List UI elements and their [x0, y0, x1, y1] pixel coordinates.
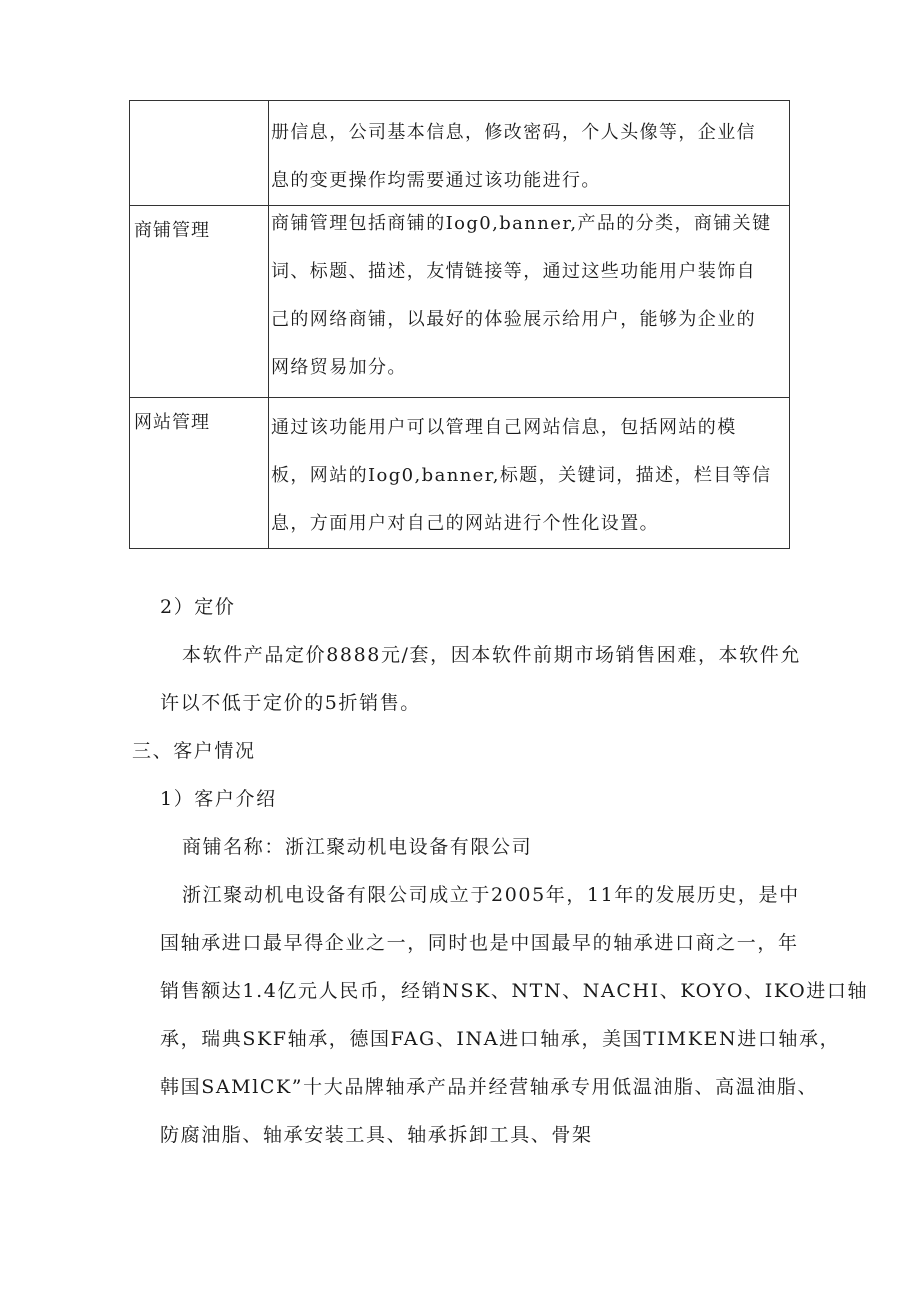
section-heading: 三、客户情况 — [132, 740, 256, 762]
customer-paragraph-line: 国轴承进口最早得企业之一，同时也是中国最早的轴承进口商之一，年 — [160, 932, 799, 954]
feature-table — [129, 100, 790, 549]
feature-name: 商铺管理 — [134, 220, 210, 241]
pricing-heading: 2）定价 — [160, 596, 236, 618]
feature-name-cell — [130, 398, 269, 549]
description-line: 息的变更操作均需要通过该功能进行。 — [271, 170, 601, 191]
description-line: 词、标题、描述，友情链接等，通过这些功能用户装饰自 — [271, 261, 756, 282]
feature-name: 网站管理 — [134, 412, 210, 433]
sub-heading: 1）客户介绍 — [160, 788, 277, 810]
description-line: 网络贸易加分。 — [271, 357, 407, 378]
customer-paragraph-line: 销售额达1.4亿元人民币，经销NSK、NTN、NACHI、KOYO、IKO进口轴 — [160, 980, 869, 1002]
pricing-paragraph-line: 许以不低于定价的5折销售。 — [160, 692, 421, 714]
feature-name-cell — [130, 101, 269, 206]
shop-name-line: 商铺名称：浙江聚动机电设备有限公司 — [182, 836, 533, 858]
description-line: 息，方面用户对自己的网站进行个性化设置。 — [271, 513, 659, 534]
table-row — [130, 101, 790, 206]
feature-description-cell — [269, 206, 790, 398]
table-row — [130, 206, 790, 398]
feature-description-cell — [269, 398, 790, 549]
description-line: 己的网络商铺，以最好的体验展示给用户，能够为企业的 — [271, 309, 756, 330]
description-line: 板，网站的Iog0,banner,标题，关键词，描述，栏目等信 — [271, 465, 772, 486]
customer-paragraph-line: 浙江聚动机电设备有限公司成立于2005年，11年的发展历史，是中 — [182, 884, 800, 906]
description-line: 商铺管理包括商铺的Iog0,banner,产品的分类，商铺关键 — [271, 213, 772, 234]
customer-paragraph-line: 防腐油脂、轴承安装工具、轴承拆卸工具、骨架 — [160, 1124, 593, 1146]
table-row — [130, 398, 790, 549]
description-line: 通过该功能用户可以管理自己网站信息，包括网站的模 — [271, 417, 737, 438]
feature-name-cell — [130, 206, 269, 398]
description-line: 册信息，公司基本信息，修改密码，个人头像等，企业信 — [271, 122, 756, 143]
feature-description-cell — [269, 101, 790, 206]
customer-paragraph-line: 承，瑞典SKF轴承，德国FAG、INA进口轴承，美国TIMKEN进口轴承， — [160, 1028, 841, 1050]
customer-paragraph-line: 韩国SAMlCK”十大品牌轴承产品并经营轴承专用低温油脂、高温油脂、 — [160, 1076, 819, 1098]
pricing-paragraph-line: 本软件产品定价8888元/套，因本软件前期市场销售困难，本软件允 — [182, 644, 801, 666]
